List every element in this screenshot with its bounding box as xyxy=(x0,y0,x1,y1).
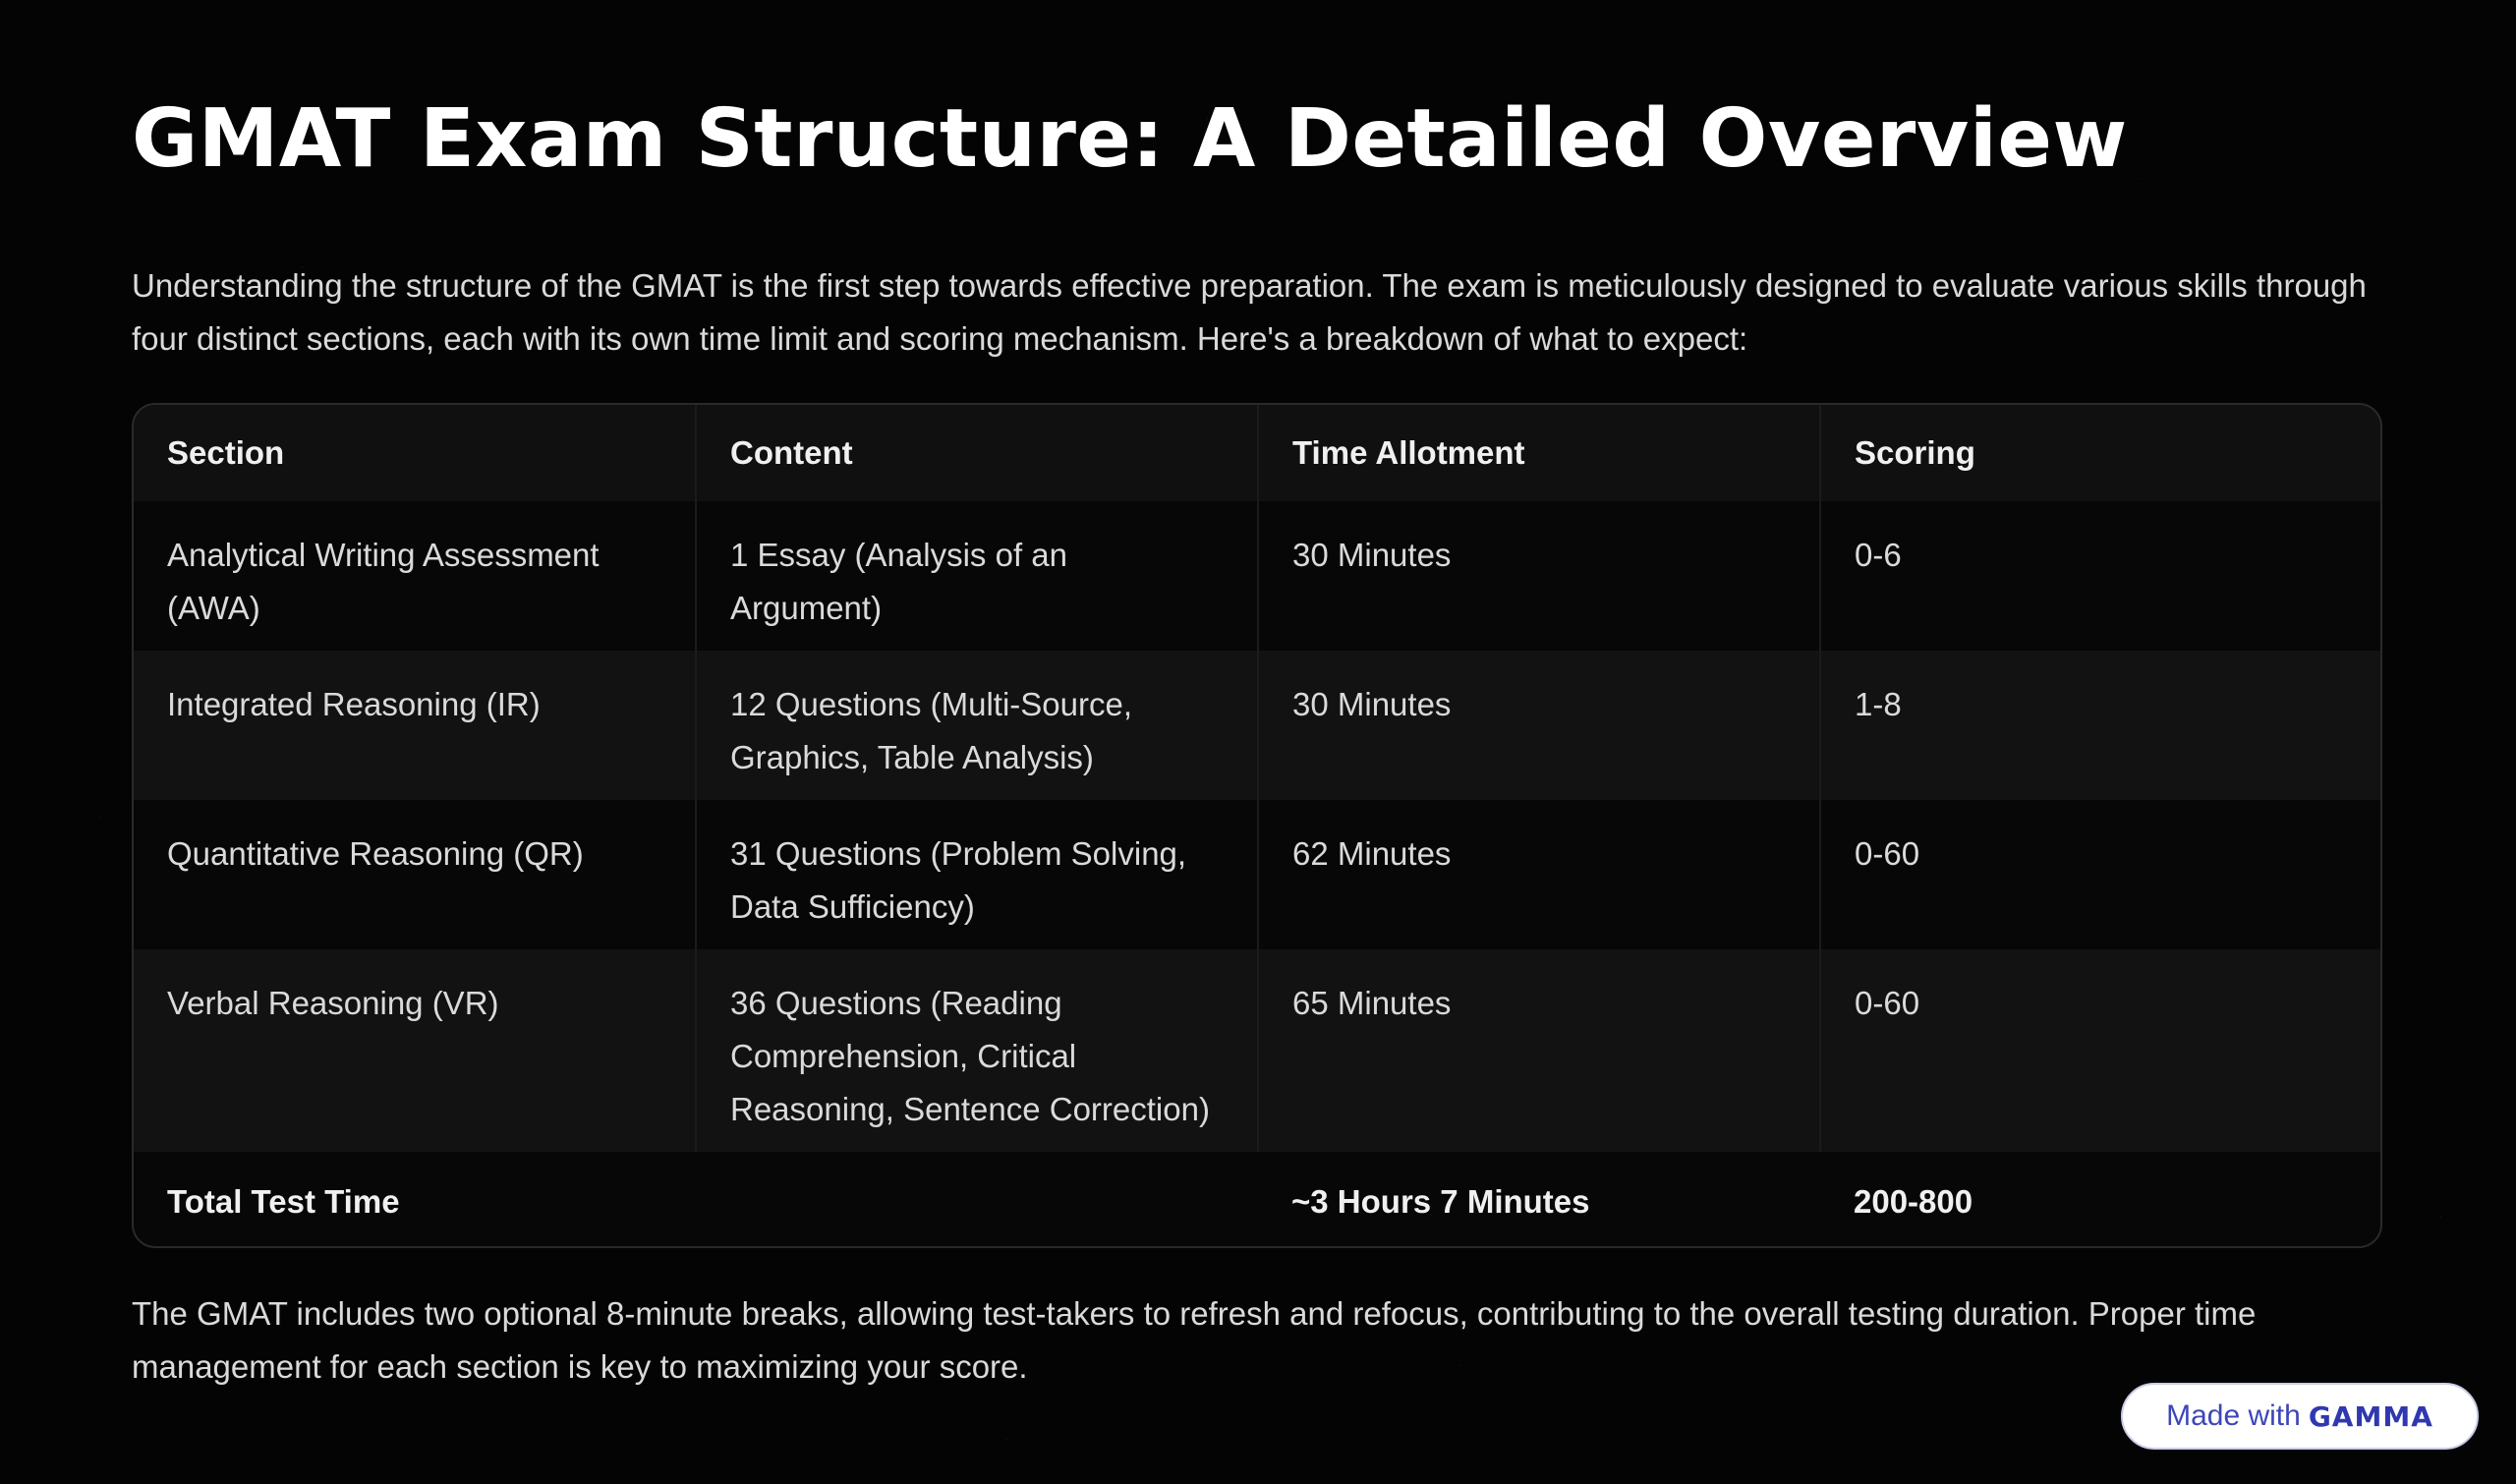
cell-time: 30 Minutes xyxy=(1258,651,1820,800)
cell-scoring: 0-60 xyxy=(1855,985,1920,1021)
cell-section: Verbal Reasoning (VR) xyxy=(134,949,696,1152)
header-time-allotment: Time Allotment xyxy=(1258,405,1820,501)
cell-time: 65 Minutes xyxy=(1258,949,1820,1152)
cell-content: 1 Essay (Analysis of an Argument) xyxy=(696,501,1258,651)
header-section: Section xyxy=(134,405,696,501)
total-content xyxy=(696,1152,1258,1248)
cell-section: Integrated Reasoning (IR) xyxy=(134,651,696,800)
outro-paragraph: The GMAT includes two optional 8-minute breaks, allowing test-takers to refresh and refocus, contributing to the overall testing duration. Proper time management for each section is key to maximizing your score. xyxy=(132,1295,2257,1385)
cell-scoring: 1-8 xyxy=(1855,686,1902,722)
table-row xyxy=(134,949,2382,1152)
cell-content: 36 Questions (Reading Comprehension, Critical Reasoning, Sentence Correction) xyxy=(696,949,1258,1152)
cell-time: 30 Minutes xyxy=(1258,501,1820,651)
table-row xyxy=(134,800,2382,949)
cell-section: Quantitative Reasoning (QR) xyxy=(134,800,696,949)
header-scoring: Scoring xyxy=(1855,434,1975,471)
intro-paragraph: Understanding the structure of the GMAT is the first step towards effective preparation. The exam is meticulously designed to evaluate various skills through four distinct sections, each with its own time limit and scoring mechanism. Here's a breakdown of what to expect: xyxy=(132,267,2367,357)
total-time: ~3 Hours 7 Minutes xyxy=(1291,1183,1590,1220)
badge-prefix-text: Made with xyxy=(2166,1399,2301,1432)
header-content: Content xyxy=(696,405,1258,501)
cell-content: 12 Questions (Multi-Source, Graphics, Table Analysis) xyxy=(696,651,1258,800)
cell-scoring: 0-6 xyxy=(1855,537,1902,573)
exam-structure-table-container xyxy=(132,403,2382,1248)
table-header-row xyxy=(134,405,2382,501)
cell-time: 62 Minutes xyxy=(1258,800,1820,949)
cell-content: 31 Questions (Problem Solving, Data Sufficiency) xyxy=(696,800,1258,949)
table-row xyxy=(134,501,2382,651)
table-row xyxy=(134,651,2382,800)
total-scoring: 200-800 xyxy=(1854,1183,1973,1220)
exam-structure-table xyxy=(134,405,2382,1248)
made-with-gamma-badge[interactable] xyxy=(2121,1383,2479,1450)
cell-section: Analytical Writing Assessment (AWA) xyxy=(134,501,696,651)
total-label: Total Test Time xyxy=(167,1183,400,1220)
gamma-logo: GAMMA xyxy=(2308,1399,2433,1433)
cell-scoring: 0-60 xyxy=(1855,835,1920,872)
table-total-row xyxy=(134,1152,2382,1248)
page-title: GMAT Exam Structure: A Detailed Overview xyxy=(132,92,2128,186)
